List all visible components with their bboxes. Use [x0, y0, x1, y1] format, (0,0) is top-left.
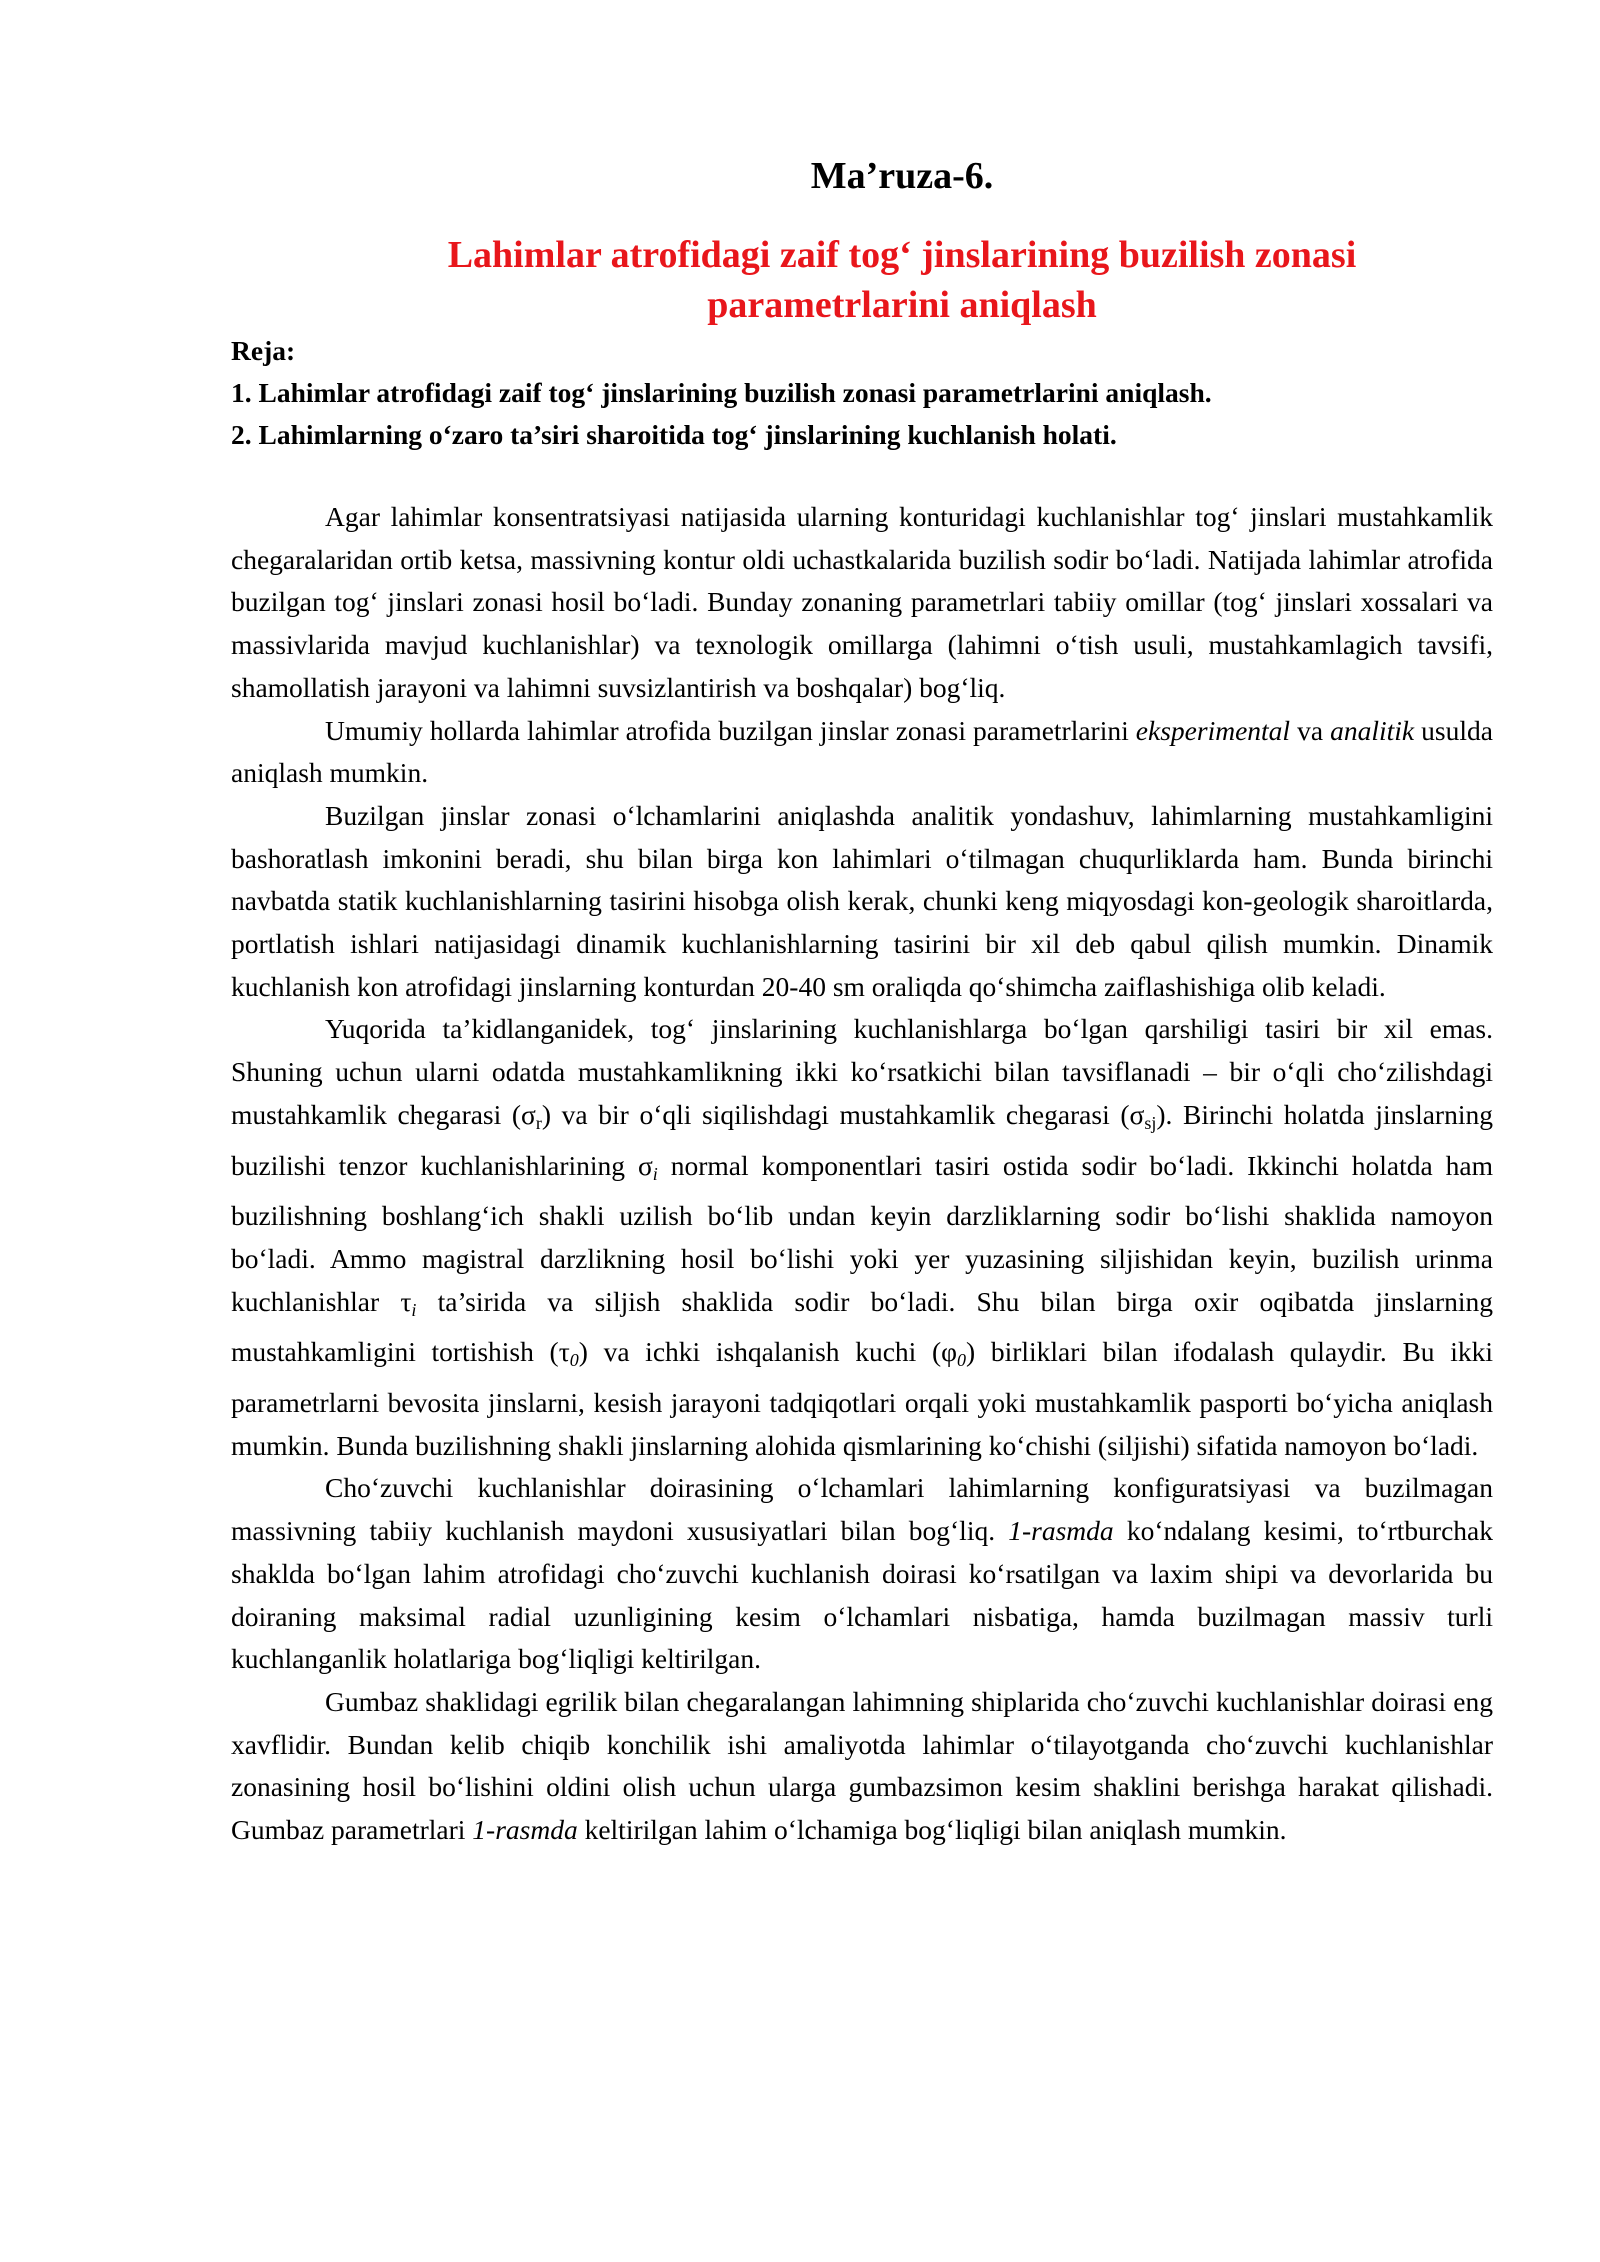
paragraph-4-text-d: normal komponentlari tasiri ostida sodir bo‘ladi. Ikkinchi holatda ham buzilishning boshlang‘ich shakli uzilish bo‘lib undan keyin darzliklarning sodir bo‘lishi shaklida namoyon bo‘ladi. Ammo magistral darzlikning hosil bo‘lishi yoki yer yuzasining siljishidan keyin, buzilish urinma kuchlanishlar τ: [231, 1149, 1493, 1317]
document-page: [231, 150, 1493, 1852]
lecture-title-line-1: Lahimlar atrofidagi zaif tog‘ jinslarining buzilish zonasi: [447, 234, 1357, 276]
paragraph-2-text-c: va: [1290, 714, 1331, 746]
paragraph-4-text-g: ) birliklari bilan ifodalash qulaydir. Bu ikki parametrlarni bevosita jinslarni, kesish jarayoni tadqiqotlari orqali yoki mustahkamlik pasporti bo‘yicha aniqlash mumkin. Bunda buzilishning shakli jinslarning alohida qismlarining ko‘chishi (siljishi) sifatida namoyon bo‘ladi.: [231, 1336, 1493, 1461]
paragraph-2: [231, 710, 1493, 795]
subscript-sj: sj: [1144, 1112, 1157, 1133]
paragraph-5-text-a: Cho‘zuvchi kuchlanishlar doirasining o‘lchamlari lahimlarning konfiguratsiyasi va buzilmagan massivning tabiiy kuchlanish maydoni xususiyatlari bilan bog‘liq.: [231, 1472, 1493, 1547]
paragraph-4-text-c: ). Birinchi holatda jinslarning buzilishi tenzor kuchlanishlarining σ: [231, 1098, 1493, 1181]
paragraph-4-text-b: ) va bir o‘qli siqilishdagi mustahkamlik chegarasi (σ: [541, 1098, 1145, 1130]
paragraph-6: [231, 1681, 1493, 1852]
lecture-number: Ma’ruza-6.: [810, 155, 994, 197]
paragraph-5-text-c: ko‘ndalang kesimi, to‘rtburchak shaklda bo‘lgan lahim atrofidagi cho‘zuvchi kuchlanish doirasi ko‘rsatilgan va laxim shipi va devorlarida bu doiraning maksimal radial uzunligining kesim o‘lchamlari nisbatiga, hamda buzilmagan massiv turli kuchlanganlik holatlariga bog‘liqligi keltirilgan.: [231, 1515, 1493, 1675]
paragraph-1: Agar lahimlar konsentratsiyasi natijasida ularning konturidagi kuchlanishlar tog‘ jinslari mustahkamlik chegaralaridan ortib ketsa, massivning kontur oldi uchastkalarida buzilish sodir bo‘ladi. Natijada lahimlar atrofida buzilgan tog‘ jinslari zonasi hosil bo‘ladi. Bunday zonaning parametrlari tabiiy omillar (tog‘ jinslari xossalari va massivlarida mavjud kuchlanishlar) va texnologik omillarga (lahimni o‘tish usuli, mustahkamlagich tavsifi, shamollatish jarayoni va lahimni suvsizlantirish va boshqalar) bog‘liq.: [231, 501, 1493, 703]
subscript-r: r: [535, 1112, 542, 1133]
paragraph-5: [231, 1467, 1493, 1681]
paragraph-4-text-a: Yuqorida ta’kidlanganidek, tog‘ jinslarining kuchlanishlarga bo‘lgan qarshiligi tasiri bir xil emas. Shuning uchun ularni odatda mustahkamlikning ikki ko‘rsatkichi bilan tavsiflanadi – bir o‘qli cho‘zilishdagi mustahkamlik chegarasi (σ: [231, 1013, 1493, 1130]
plan-item-1: 1. Lahimlar atrofidagi zaif tog‘ jinslarining buzilish zonasi parametrlarini aniqlash.: [231, 377, 1212, 408]
plan-heading: Reja:: [231, 335, 296, 366]
subscript-0-tau: 0: [569, 1350, 579, 1371]
paragraph-6-text-a: Gumbaz shaklidagi egrilik bilan chegaralangan lahimning shiplarida cho‘zuvchi kuchlanishlar doirasi eng xavflidir. Bundan kelib chiqib konchilik ishi amaliyotda lahimlar o‘tilayotganda cho‘zuvchi kuchlanishlar zonasining hosil bo‘lishini oldini olish uchun ularga gumbazsimon kesim shaklini berishga harakat qilishadi. Gumbaz parametrlari: [231, 1685, 1493, 1846]
figure-reference-1: 1-rasmda: [1008, 1515, 1114, 1547]
lecture-title-line-2: parametrlarini aniqlash: [707, 284, 1097, 326]
spacer: [231, 456, 1493, 496]
paragraph-4-text-e: ta’sirida va siljish shaklida sodir bo‘ladi. Shu bilan birga oxir oqibatda jinslarning mustahkamligini tortishish (τ: [231, 1285, 1494, 1368]
subscript-i-sigma: i: [652, 1163, 658, 1184]
subscript-i-tau: i: [411, 1299, 417, 1320]
italic-term-experimental: eksperimental: [1135, 714, 1291, 746]
plan-section: [231, 330, 1493, 456]
paragraph-4-text-f: ) va ichki ishqalanish kuchi (φ: [578, 1336, 957, 1368]
figure-reference-2: 1-rasmda: [472, 1814, 578, 1846]
lecture-title: [231, 230, 1493, 330]
subscript-0-phi: 0: [957, 1350, 966, 1371]
paragraph-4: [231, 1008, 1493, 1467]
paragraph-2-text-e: usulda aniqlash mumkin.: [231, 714, 1493, 789]
italic-term-analytic: analitik: [1330, 714, 1415, 746]
paragraph-2-text-a: Umumiy hollarda lahimlar atrofida buzilgan jinslar zonasi parametrlarini: [325, 714, 1136, 746]
paragraph-6-text-c: keltirilgan lahim o‘lchamiga bog‘liqligi bilan aniqlash mumkin.: [577, 1814, 1287, 1846]
plan-item-2: 2. Lahimlarning o‘zaro ta’siri sharoitida tog‘ jinslarining kuchlanish holati.: [231, 419, 1117, 450]
paragraph-3: Buzilgan jinslar zonasi o‘lchamlarini aniqlashda analitik yondashuv, lahimlarning mustahkamligini bashoratlash imkonini beradi, shu bilan birga kon lahimlari o‘tilmagan chuqurliklarda ham. Bunda birinchi navbatda statik kuchlanishlarning tasirini hisobga olish kerak, chunki keng miqyosdagi kon-geologik sharoitlarda, portlatish ishlari natijasidagi dinamik kuchlanishlarning tasirini bir xil deb qabul qilish mumkin. Dinamik kuchlanish kon atrofidagi jinslarning konturdan 20-40 sm oraliqda qo‘shimcha zaiflashishiga olib keladi.: [231, 799, 1493, 1002]
